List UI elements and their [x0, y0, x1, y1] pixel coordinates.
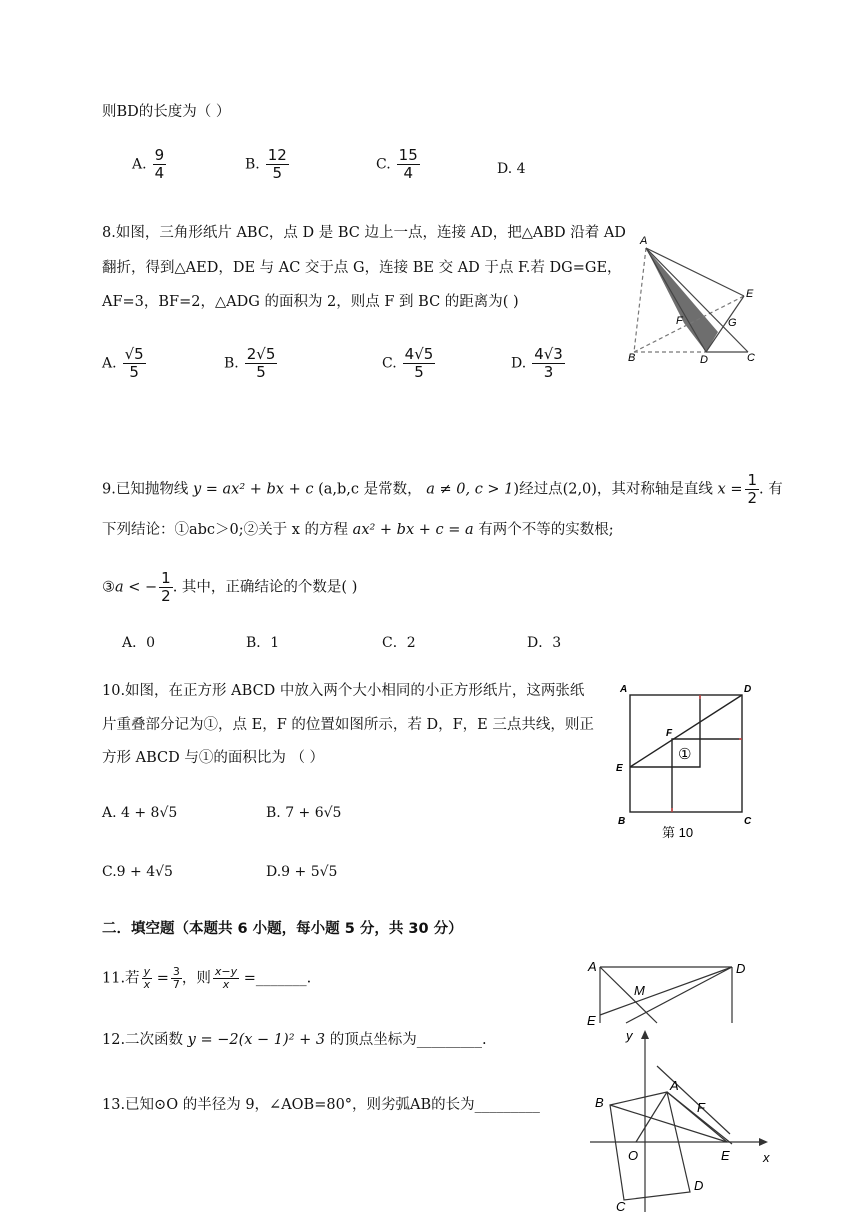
q7-option-b: B. $\frac{12}{5}$: [245, 146, 287, 182]
q8-segment-ab: [634, 248, 646, 352]
q11-fig-label-a: A: [588, 959, 597, 974]
q9-line-3: ③a < − $\frac{1}{2}$ . 其中，正确结论的个数是( ): [102, 569, 358, 605]
q13-label-x: x: [763, 1150, 770, 1165]
q8-label-g: G: [728, 317, 737, 329]
q9-option-b: B．1: [246, 635, 280, 651]
q13-label-d: D: [694, 1178, 704, 1193]
q8-figure: [626, 230, 766, 365]
q11-fig-label-m: M: [634, 983, 645, 998]
q10-figure: [614, 680, 762, 840]
q8-label-b: B: [628, 352, 636, 364]
q9-option-c: C．2: [382, 635, 416, 651]
q10-region-label: ①: [678, 746, 692, 763]
q10-option-b: B. 7 + 6√5: [266, 805, 342, 821]
q11-fig-label-d: D: [736, 961, 746, 976]
q10-line-3: 方形 ABCD 与①的面积比为 （ ）: [102, 750, 325, 766]
section-heading: 二．填空题（本题共 6 小题，每小题 5 分，共 30 分）: [102, 921, 463, 937]
q13-label-o: O: [628, 1148, 639, 1163]
q10-label-c: C: [744, 816, 752, 827]
q13-label-b: B: [595, 1095, 604, 1110]
q10-line-2: 片重叠部分记为①，点 E，F 的位置如图所示，若 D，F，E 三点共线，则正: [102, 717, 594, 733]
q7-option-a: A. $\frac{9}{4}$: [132, 146, 165, 182]
q10-line-1: 10.如图，在正方形 ABCD 中放入两个大小相同的小正方形纸片，这两张纸: [102, 683, 585, 699]
q12-line: 12.二次函数 y = −2(x − 1)² + 3 的顶点坐标为_________.: [102, 1032, 487, 1048]
q8-label-a: A: [640, 235, 648, 247]
q8-option-a: A. $\frac{√5}{5}$: [102, 345, 144, 381]
q11-fig-diagonal: [600, 967, 732, 1015]
q13-label-a: A: [670, 1078, 679, 1093]
q13-line: 13.已知⊙O 的半径为 9，∠AOB=80°，则劣弧AB的长为_________: [102, 1097, 540, 1113]
q10-option-a: A. 4 + 8√5: [102, 805, 178, 821]
q9-line-2: 下列结论：①abc＞0;②关于 x 的方程 ax² + bx + c = a 有两个不等的实数根;: [102, 522, 614, 538]
q8-label-f: F: [676, 315, 683, 327]
q8-label-c: C: [747, 352, 755, 364]
q10-label-e: E: [616, 763, 623, 774]
q8-line-3: AF=3，BF=2，△ADG 的面积为 2，则点 F 到 BC 的距离为( ): [102, 294, 519, 310]
q8-shaded-region: [646, 248, 718, 352]
q13-figure: [582, 1022, 777, 1214]
q8-option-b: B. $\frac{2√5}{5}$: [224, 345, 276, 381]
q13-label-f: F: [697, 1100, 705, 1115]
q9-line-1: 9.已知抛物线 y = ax² + bx + c (a,b,c 是常数， a ≠ 0, c > 1)经过点(2,0)，其对称轴是直线 x = $\frac{1}{2}$ . 有: [102, 471, 783, 507]
q10-label-a: A: [620, 684, 628, 695]
q10-option-d: D.9 + 5√5: [266, 864, 338, 880]
x-axis-arrow: [759, 1138, 768, 1146]
q9-option-d: D．3: [527, 635, 562, 651]
q7-stem: 则BD的长度为（ ）: [102, 104, 231, 120]
q11-line: 11.若 $\frac{y}{x}$ = $\frac{3}{7}$ ，则 $\frac{x-y}{x}$ =_______.: [102, 965, 312, 991]
q10-label-b: B: [618, 816, 626, 827]
q8-option-d: D. $\frac{4√3}{3}$: [511, 345, 563, 381]
q8-line-1: 8.如图，三角形纸片 ABC，点 D 是 BC 边上一点，连接 AD，把△ABD 沿着 AD: [102, 225, 626, 241]
q8-option-c: C. $\frac{4√5}{5}$: [382, 345, 434, 381]
q11-fig-label-e: E: [587, 1013, 596, 1025]
q13-label-e: E: [721, 1148, 730, 1163]
y-axis-arrow: [641, 1030, 649, 1039]
q11-figure: [582, 955, 757, 1025]
q10-figure-caption: 第 10: [662, 825, 694, 840]
q9-option-a: A．0: [122, 635, 156, 651]
q12-equation: y = −2(x − 1)² + 3: [187, 1032, 326, 1048]
q11-fig-line-2: [600, 967, 657, 1023]
q10-option-c: C.9 + 4√5: [102, 864, 173, 880]
q13-segment-be: [610, 1105, 727, 1142]
q10-label-f: F: [666, 728, 673, 739]
q13-label-c: C: [616, 1199, 626, 1214]
q7-option-d: D. 4: [497, 161, 526, 177]
q8-segment-ed: [706, 296, 744, 352]
q10-label-d: D: [744, 684, 752, 695]
q8-label-d: D: [700, 354, 708, 365]
q13-label-y: y: [626, 1028, 633, 1043]
q8-label-e: E: [746, 288, 754, 300]
q7-option-c: C. $\frac{15}{4}$: [376, 146, 418, 182]
q13-segment-ao: [636, 1092, 667, 1142]
q8-line-2: 翻折，得到△AED，DE 与 AC 交于点 G，连接 BE 交 AD 于点 F.若 DG=GE，: [102, 260, 622, 276]
q9-equation: y = ax² + bx + c: [192, 481, 314, 498]
